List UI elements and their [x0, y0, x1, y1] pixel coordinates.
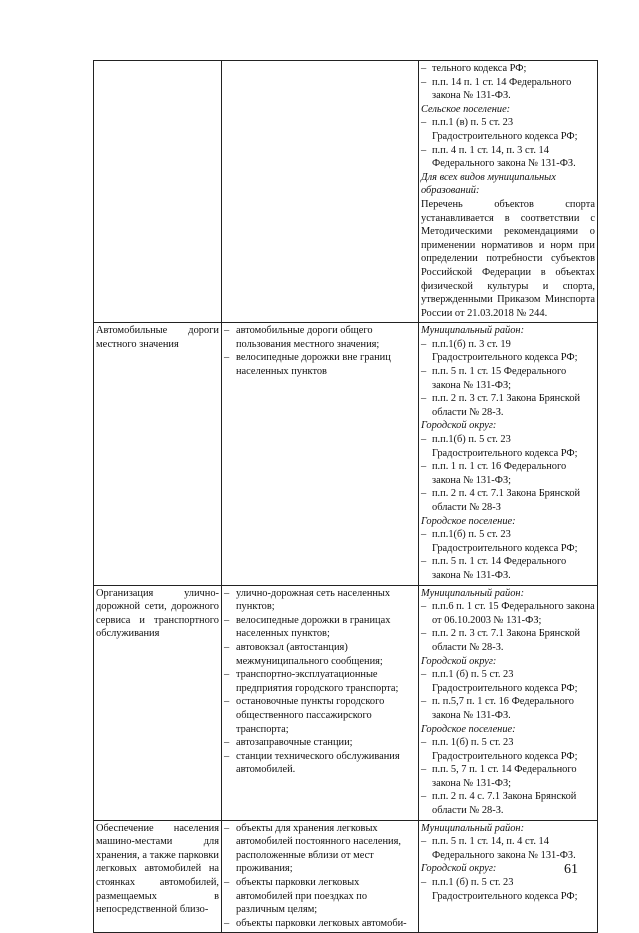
municipality-heading: Городской округ: — [421, 655, 497, 667]
legal-basis-cell — [419, 585, 598, 820]
legal-basis-item: – п.п.1(б) п. 5 ст. 23 Градостроительного кодекса РФ; — [421, 433, 595, 460]
legal-basis-list — [421, 876, 595, 903]
legal-basis-list — [421, 736, 595, 818]
legal-basis-list — [421, 600, 595, 654]
legal-basis-cell — [419, 61, 598, 323]
object-type-cell — [94, 61, 222, 323]
table-row — [94, 820, 598, 933]
legal-basis-item: – тельного кодекса РФ; — [421, 62, 595, 76]
object-list — [224, 324, 416, 378]
legal-basis-item: – п.п.1(б) п. 5 ст. 23 Градостроительного кодекса РФ; — [421, 528, 595, 555]
legal-basis-item: – п.п. 5 п. 1 ст. 14 Федерального закона № 131-ФЗ. — [421, 555, 595, 582]
object-list-item: – станции технического обслуживания автомобилей. — [224, 750, 416, 777]
object-list-item: – объекты парковки легковых автомобилей при поездках по различным целям; — [224, 876, 416, 917]
object-type-cell: Автомобильные дороги местного значения — [94, 323, 222, 585]
object-type-cell: Обеспечение населения машино-местами для хранения, а также парковки легковых автомобилей на стоянках автомобилей, размещаемых в непосредственной близо- — [94, 820, 222, 933]
object-list-item: – объекты парковки легковых автомоби- — [224, 917, 416, 931]
municipality-heading: Городской округ: — [421, 863, 497, 875]
legal-basis-list — [421, 528, 595, 582]
legal-basis-cell — [419, 323, 598, 585]
planning-objects-table — [93, 60, 598, 933]
legal-basis-item: – п.п.1 (в) п. 5 ст. 23 Градостроительного кодекса РФ; — [421, 116, 595, 143]
table-row — [94, 61, 598, 323]
municipality-heading: Муниципальный район: — [421, 822, 525, 834]
object-list-item: – автовокзал (автостанция) межмуниципального сообщения; — [224, 641, 416, 668]
legal-basis-item: – п.п. 4 п. 1 ст. 14, п. 3 ст. 14 Федерального закона № 131-ФЗ. — [421, 144, 595, 171]
legal-basis-item: – п.п.1 (б) п. 5 ст. 23 Градостроительного кодекса РФ; — [421, 876, 595, 903]
object-list-item: – объекты для хранения легковых автомобилей постоянного населения, расположенные вблизи от мест проживания; — [224, 822, 416, 876]
legal-basis-paragraph: Перечень объектов спорта устанавливается в соответствии с Методическими рекомендациями о применении нормативов и норм при определении потребности субъектов Российской Федерации в объектах физической культуры и спорта, утвержденными Приказом Минспорта России от 21.03.2018 № 244. — [421, 198, 595, 319]
object-list-cell — [222, 323, 419, 585]
legal-basis-item: – п.п. 1(б) п. 5 ст. 23 Градостроительного кодекса РФ; — [421, 736, 595, 763]
object-list-item: – автозаправочные станции; — [224, 736, 416, 750]
municipality-heading: Городской округ: — [421, 420, 497, 432]
page-number: 61 — [564, 862, 578, 877]
object-list-item: – велосипедные дорожки вне границ населенных пунктов — [224, 351, 416, 378]
object-list-cell — [222, 61, 419, 323]
legal-basis-item: – п.п. 5 п. 1 ст. 14, п. 4 ст. 14 Федерального закона № 131-ФЗ. — [421, 835, 595, 862]
table-body — [94, 61, 598, 933]
legal-basis-item: – п.п. 5, 7 п. 1 ст. 14 Федерального закона № 131-ФЗ; — [421, 763, 595, 790]
legal-basis-item: – п.п. 1 п. 1 ст. 16 Федерального закона № 131-ФЗ; — [421, 460, 595, 487]
object-list — [224, 587, 416, 777]
object-list-cell — [222, 585, 419, 820]
legal-basis-list — [421, 668, 595, 722]
legal-basis-list — [421, 62, 595, 103]
legal-basis-list — [421, 116, 595, 170]
object-list-item: – велосипедные дорожки в границах населенных пунктов; — [224, 614, 416, 641]
legal-basis-list — [421, 338, 595, 420]
legal-basis-item: – п.п. 2 п. 4 ст. 7.1 Закона Брянской области № 28-З — [421, 487, 595, 514]
table-row — [94, 323, 598, 585]
object-list-cell — [222, 820, 419, 933]
table-row — [94, 585, 598, 820]
object-list-item: – автомобильные дороги общего пользования местного значения; — [224, 324, 416, 351]
legal-basis-list — [421, 433, 595, 515]
legal-basis-item: – п.п. 5 п. 1 ст. 15 Федерального закона № 131-ФЗ; — [421, 365, 595, 392]
municipality-heading: Городское поселение: — [421, 515, 516, 527]
municipality-heading: Для всех видов муниципальных образований: — [421, 171, 556, 197]
legal-basis-item: – п.п. 2 п. 3 ст. 7.1 Закона Брянской области № 28-З. — [421, 392, 595, 419]
object-list-item: – транспортно-эксплуатационные предприятия городского транспорта; — [224, 668, 416, 695]
object-type-cell: Организация улично-дорожной сети, дорожного сервиса и транспортного обслуживания — [94, 585, 222, 820]
municipality-heading: Городское поселение: — [421, 723, 516, 735]
legal-basis-item: – п.п.6 п. 1 ст. 15 Федерального закона от 06.10.2003 № 131-ФЗ; — [421, 600, 595, 627]
object-list-item: – улично-дорожная сеть населенных пунктов; — [224, 587, 416, 614]
legal-basis-item: – п.п.1 (б) п. 5 ст. 23 Градостроительного кодекса РФ; — [421, 668, 595, 695]
legal-basis-item: – п.п. 2 п. 3 ст. 7.1 Закона Брянской области № 28-З. — [421, 627, 595, 654]
legal-basis-item: – п.п. 2 п. 4 с. 7.1 Закона Брянской области № 28-З. — [421, 790, 595, 817]
municipality-heading: Муниципальный район: — [421, 587, 525, 599]
legal-basis-item: – п.п. 14 п. 1 ст. 14 Федерального закона № 131-ФЗ. — [421, 76, 595, 103]
object-list — [224, 822, 416, 931]
legal-basis-item: – п. п.5,7 п. 1 ст. 16 Федерального закона № 131-ФЗ. — [421, 695, 595, 722]
municipality-heading: Муниципальный район: — [421, 325, 525, 337]
object-list-item: – остановочные пункты городского общественного пассажирского транспорта; — [224, 695, 416, 736]
legal-basis-list — [421, 835, 595, 862]
municipality-heading: Сельское поселение: — [421, 103, 511, 115]
legal-basis-item: – п.п.1(б) п. 3 ст. 19 Градостроительного кодекса РФ; — [421, 338, 595, 365]
